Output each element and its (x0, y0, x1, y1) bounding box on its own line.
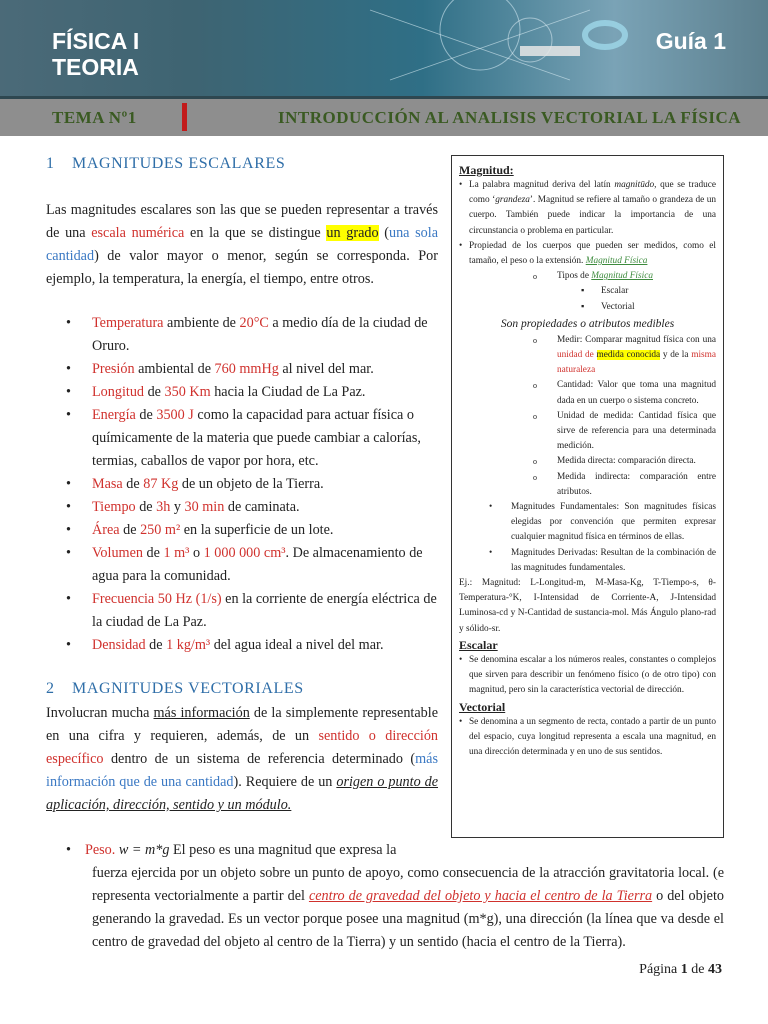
scalar-example-item: • Temperatura ambiente de 20°C a medio día de la ciudad de Oruro. (46, 312, 438, 358)
guide-label: Guía 1 (655, 28, 726, 54)
box-sub-item: o Medida directa: comparación directa. (459, 454, 716, 469)
scalar-example-item: • Densidad de 1 kg/m³ del agua ideal a nivel del mar. (46, 634, 438, 657)
formula-decoration-icon (330, 0, 630, 96)
scalar-example-item: • Área de 250 m² en la superficie de un lote. (46, 519, 438, 542)
page-footer: Página 1 de 43 (639, 962, 722, 977)
box-title-vectorial: Vectorial (459, 699, 506, 714)
course-title: FÍSICA I TEORIA (52, 28, 140, 80)
scalar-example-item: • Longitud de 350 Km hacia la Ciudad de La Paz. (46, 381, 438, 404)
section-1-heading: 1 MAGNITUDES ESCALARES (46, 155, 286, 172)
box-sub-item: o Cantidad: Valor que toma una magnitud dada en un cuerpo o sistema concreto. (459, 378, 716, 408)
definitions-box (451, 155, 724, 838)
topic-band (0, 96, 768, 136)
box-bullet: • Se denomina escalar a los números reales, constantes o complejos que sirven para describir un fenómeno físico (o de otro tipo) con magnitud, pero sin la característica vectorial de dirección. (459, 653, 716, 699)
vector-paragraph: Involucran mucha más información de la simplemente representable en una cifra y requieren, además, de un sentido o dirección específico dentro de un sistema de referencia determinado (más información que de una cantidad). Requiere de un origen o punto de aplicación, dirección, sentido y un módulo. (46, 705, 439, 813)
scalar-example-item: • Tiempo de 3h y 30 min de caminata. (46, 496, 438, 519)
scalar-examples-list (46, 312, 438, 657)
box-example: Ej.: Magnitud: L-Longitud-m, M-Masa-Kg, T-Tiempo-s, θ-Temperatura-°K, I-Intensidad de Corriente-A, J-Intensidad Luminosa-cd y N-Cantidad de sustancia-mol. Más Ángulo plano-rad y sólido-sr. (459, 578, 716, 634)
scalar-example-item: • Frecuencia 50 Hz (1/s) en la corriente de energía eléctrica de la ciudad de La Paz. (46, 588, 438, 634)
box-sub-sub-item: ▪ Vectorial (459, 300, 716, 315)
scalar-example-item: • Presión ambiental de 760 mmHg al nivel del mar. (46, 358, 438, 381)
box-sub-sub-item: ▪ Escalar (459, 284, 716, 299)
scalar-example-item: • Energía de 3500 J como la capacidad para actuar física o químicamente de la materia que puede cambiar a calorías, termias, caballos de vapor por hora, etc. (46, 404, 438, 473)
scalar-example-item: • Masa de 87 Kg de un objeto de la Tierra. (46, 473, 438, 496)
box-italic-note: Son propiedades o atributos medibles (500, 317, 675, 330)
peso-item: • Peso. w = m*g El peso es una magnitud que expresa la (66, 842, 397, 858)
box-sub-item: o Unidad de medida: Cantidad física que sirve de referencia para una determinada medición. (459, 409, 716, 455)
section-2-heading: 2 MAGNITUDES VECTORIALES (46, 680, 304, 697)
box-sub-item: o Medida indirecta: comparación entre atributos. (459, 470, 716, 500)
box-bullet: • La palabra magnitud deriva del latín magnitūdo, que se traduce como ‘grandeza’. Magnitud se refiere al tamaño o grandeza de un cuerpo. También puede indicar la importancia de una circunstancia o problema en particular. (459, 178, 716, 239)
header-banner (0, 0, 768, 96)
peso-description: fuerza ejercida por un objeto sobre un punto de apoyo, como consecuencia de la atracción gravitatoria local. (e representa vectorialmente a partir del centro de gravedad del objeto y hacia el centro de la Tierra o del objeto generando la gravedad. Es un vector porque posee una magnitud (m*g), una dirección (la línea que va desde el centro de gravedad del objeto al centro de la Tierra) y un sentido (hacia el centro de la Tierra). (92, 865, 724, 950)
box-title-magnitud: Magnitud: (459, 163, 514, 177)
band-divider (182, 103, 187, 131)
box-bullet: • Magnitudes Fundamentales: Son magnitudes físicas elegidas por convención que permiten expresar cualquier magnitud física en términos de ellas. (459, 500, 716, 546)
weight-formula: w = m*g (118, 842, 170, 858)
box-title-escalar: Escalar (459, 637, 498, 652)
scalar-example-item: • Volumen de 1 m³ o 1 000 000 cm³. De almacenamiento de agua para la comunidad. (46, 542, 438, 588)
box-bullet: • Propiedad de los cuerpos que pueden ser medidos, como el tamaño, el peso o la extensión. Magnitud Física (459, 239, 716, 269)
box-sub-item: o Tipos de Magnitud Física (459, 269, 716, 284)
box-sub-item: o Medir: Comparar magnitud física con una unidad de medida conocida y de la misma naturaleza (459, 333, 716, 379)
box-bullet: • Se denomina a un segmento de recta, contado a partir de un punto del espacio, cuya longitud representa a escala una magnitud, en una dirección determinada y en uno de sus sentidos. (459, 715, 716, 761)
topic-number: TEMA Nº1 (52, 108, 137, 127)
scalar-paragraph: Las magnitudes escalares son las que se pueden representar a través de una escala numérica en la que se distingue un grado (una sola cantidad) de valor mayor o menor, según se corresponda. Por ejemplo, la temperatura, la energía, el tiempo, entre otros. (46, 202, 438, 287)
box-bullet: • Magnitudes Derivadas: Resultan de la combinación de las magnitudes fundamentales. (459, 546, 716, 576)
topic-title: INTRODUCCIÓN AL ANALISIS VECTORIAL LA FÍSICA (278, 108, 742, 127)
